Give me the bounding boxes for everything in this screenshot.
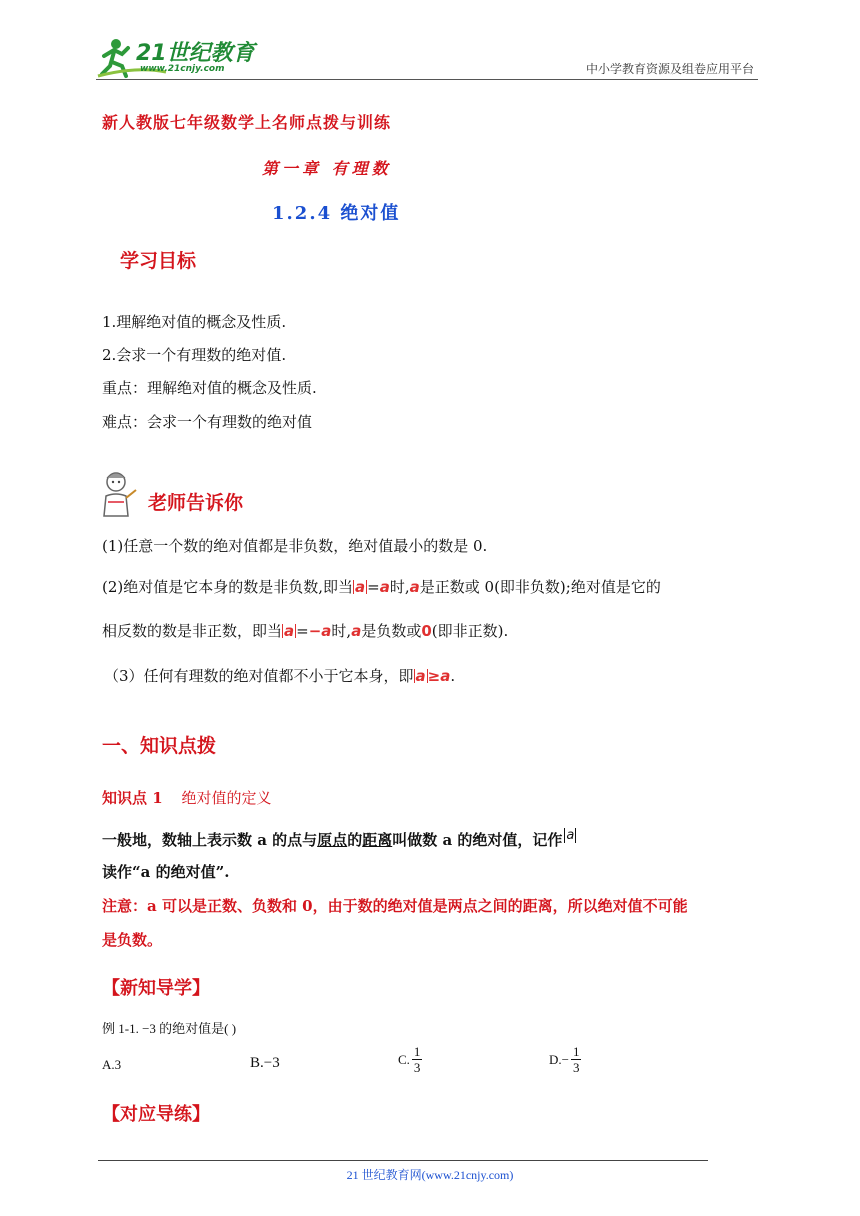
footer-link[interactable]: 21 世纪教育网(www.21cnjy.com) — [346, 1168, 514, 1182]
option-d — [549, 1044, 581, 1075]
footer-divider — [98, 1160, 708, 1161]
abs-notation: a — [566, 828, 575, 843]
fraction-numerator: 1 — [572, 1044, 580, 1059]
goal-line-2: 2.会求一个有理数的绝对值. — [102, 346, 287, 364]
abs-a-symbol: a — [355, 578, 366, 596]
teacher-point-3-text-d: (即非正数). — [431, 622, 509, 640]
header-divider — [96, 79, 758, 80]
teacher-point-4-text-a: （3）任何有理数的绝对值都不小于它本身，即 — [104, 667, 414, 685]
equals-sign: = — [296, 622, 309, 640]
teacher-point-1: (1)任意一个数的绝对值都是非负数，绝对值最小的数是 0. — [102, 537, 488, 555]
definition-reading: 读作“a 的绝对值”. — [102, 863, 230, 881]
fraction-numerator: 1 — [413, 1044, 421, 1059]
origin-term: 原点 — [317, 831, 348, 849]
minus-sign: − — [308, 622, 322, 640]
period: . — [450, 667, 456, 685]
option-a: A.3 — [102, 1057, 122, 1072]
definition-text-a: 一般地，数轴上表示数 a 的点与 — [102, 831, 318, 849]
learning-goals-heading: 学习目标 — [120, 250, 197, 272]
practice-heading: 【对应导练】 — [102, 1104, 210, 1125]
goal-line-1: 1.理解绝对值的概念及性质. — [102, 313, 287, 331]
example-question: 例 1-1. −3 的绝对值是( ) — [102, 1021, 237, 1036]
teacher-point-2-text-a: (2)绝对值是它本身的数是非负数,即当 — [102, 578, 354, 596]
definition-line — [102, 829, 576, 850]
difficult-point-line: 难点：会求一个有理数的绝对值 — [102, 413, 313, 431]
new-knowledge-heading: 【新知导学】 — [102, 978, 210, 999]
header-platform-text: 中小学教育资源及组卷应用平台 — [585, 62, 754, 76]
definition-text-b: 的 — [347, 831, 363, 849]
knowledge-point-heading — [102, 787, 271, 808]
var-a: a — [440, 667, 451, 685]
teacher-tells-heading: 老师告诉你 — [148, 492, 244, 514]
abs-a-symbol: a — [284, 622, 295, 640]
fraction-denominator: 3 — [572, 1060, 580, 1075]
option-d-label: D.− — [549, 1051, 569, 1067]
fraction-denominator: 3 — [413, 1060, 421, 1075]
teacher-point-2-cont — [102, 620, 508, 641]
note-line-2: 是负数。 — [102, 931, 163, 949]
teacher-icon — [96, 468, 140, 520]
var-a: a — [351, 622, 362, 640]
document-title: 新人教版七年级数学上名师点拨与训练 — [102, 113, 392, 132]
teacher-point-2-text-b: 时, — [389, 578, 410, 596]
equals-sign: = — [367, 578, 380, 596]
option-c-fraction — [412, 1044, 423, 1075]
note-line-1: 注意：a 可以是正数、负数和 0，由于数的绝对值是两点之间的距离，所以绝对值不可能 — [102, 897, 688, 915]
var-a: a — [409, 578, 420, 596]
option-d-fraction — [571, 1044, 582, 1075]
key-point-line: 重点：理解绝对值的概念及性质. — [102, 379, 317, 397]
teacher-point-3-text-c: 是负数或 — [361, 622, 422, 640]
teacher-point-3 — [104, 665, 455, 686]
section-knowledge-heading: 一、知识点拨 — [102, 735, 217, 757]
option-c — [398, 1044, 422, 1075]
var-a: a — [379, 578, 390, 596]
teacher-point-3-text-a: 相反数的数是非正数，即当 — [102, 622, 283, 640]
logo-url: www.21cnjy.com — [140, 64, 225, 74]
var-a: a — [321, 622, 332, 640]
geq-sign: ≥ — [427, 667, 441, 685]
knowledge-point-label: 知识点 1 — [102, 789, 163, 807]
logo-text: 21世纪教育 — [136, 41, 255, 66]
zero-value: 0 — [421, 622, 432, 640]
distance-term: 距离 — [362, 831, 393, 849]
abs-a-symbol: a — [415, 667, 426, 685]
chapter-title: 第一章 有理数 — [262, 159, 392, 178]
section-title: 1.2.4 绝对值 — [272, 203, 401, 224]
option-c-label: C. — [398, 1051, 410, 1067]
logo — [96, 36, 266, 80]
teacher-point-2 — [102, 576, 661, 597]
teacher-point-3-text-b: 时, — [331, 622, 352, 640]
teacher-point-2-text-c: 是正数或 0(即非负数);绝对值是它的 — [419, 578, 661, 596]
definition-text-c: 叫做数 a 的绝对值，记作 — [392, 831, 563, 849]
knowledge-point-title: 绝对值的定义 — [181, 789, 272, 807]
option-b: B.−3 — [250, 1055, 280, 1071]
